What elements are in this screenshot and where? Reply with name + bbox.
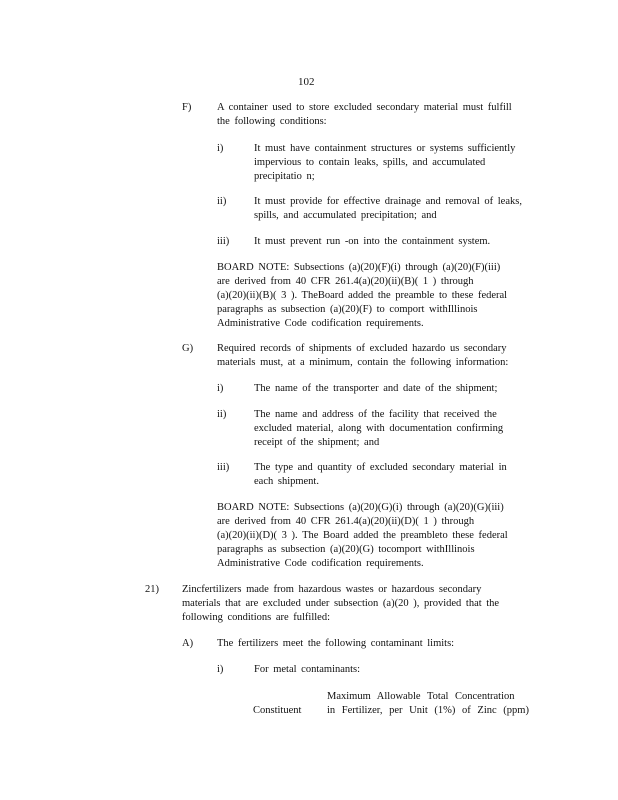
text-line: impervious to contain leaks, spills, and accumulated — [254, 157, 486, 168]
text-line: precipitatio n; — [254, 171, 315, 182]
header-line: in Fertilizer, per Unit (1%) of Zinc (ppm) — [327, 705, 529, 716]
text-line: The name and address of the facility that received the — [254, 409, 497, 420]
item-g-ii-label: ii) — [217, 409, 227, 420]
text-line: excluded material, along with documentation confirming — [254, 423, 504, 434]
text-line: BOARD NOTE: Subsections (a)(20)(F)(i) through (a)(20)(F)(iii) — [217, 262, 501, 273]
text-line: The name of the transporter and date of the shipment; — [254, 383, 498, 394]
text-line: following conditions are fulfilled: — [182, 612, 331, 623]
text-line: receipt of the shipment; and — [254, 437, 380, 448]
text-line: (a)(20)(ii)(B)( 3 ). TheBoard added the preamble to these federal — [217, 290, 508, 301]
section-f-label: F) — [182, 102, 192, 113]
text-line: Zincfertilizers made from hazardous wastes or hazardous secondary — [182, 584, 482, 595]
item-f-iii-text — [254, 235, 540, 249]
page-number: 102 — [298, 76, 315, 88]
item-21-a-i-label: i) — [217, 664, 224, 675]
section-f-text — [217, 101, 539, 129]
text-line: paragraphs as subsection (a)(20)(G) tocomport withIllinois — [217, 544, 475, 555]
text-line: are derived from 40 CFR 261.4(a)(20)(ii)(D)( 1 ) through — [217, 516, 475, 527]
board-note-g — [217, 501, 539, 571]
text-line: are derived from 40 CFR 261.4(a)(20)(ii)(B)( 1 ) through — [217, 276, 474, 287]
text-line: paragraphs as subsection (a)(20)(F) to comport withIllinois — [217, 304, 478, 315]
column-header-max-concentration — [327, 690, 529, 718]
item-21-a-text — [217, 637, 539, 651]
text-line: spills, and accumulated precipitation; and — [254, 210, 437, 221]
text-line: BOARD NOTE: Subsections (a)(20)(G)(i) through (a)(20)(G)(iii) — [217, 502, 504, 513]
item-g-iii-label: iii) — [217, 462, 230, 473]
text-line: Administrative Code codification requirements. — [217, 318, 424, 329]
text-line: (a)(20)(ii)(D)( 3 ). The Board added the preambleto these federal — [217, 530, 508, 541]
text-line: The type and quantity of excluded secondary material in — [254, 462, 507, 473]
item-f-iii-label: iii) — [217, 236, 230, 247]
text-line: each shipment. — [254, 476, 319, 487]
section-g-text — [217, 342, 539, 370]
item-f-ii-text — [254, 195, 540, 223]
text-line: For metal contaminants: — [254, 664, 361, 675]
item-f-ii-label: ii) — [217, 196, 227, 207]
section-21-label: 21) — [145, 584, 159, 595]
item-f-i-text — [254, 142, 540, 184]
text-line: Required records of shipments of excluded hazardo us secondary — [217, 343, 507, 354]
board-note-f — [217, 261, 539, 331]
header-line: Maximum Allowable Total Concentration — [327, 691, 515, 702]
text-line: The fertilizers meet the following contaminant limits: — [217, 638, 455, 649]
item-21-a-label: A) — [182, 638, 194, 649]
item-g-i-text — [254, 382, 540, 396]
column-header-constituent: Constituent — [253, 705, 302, 716]
item-g-i-label: i) — [217, 383, 224, 394]
text-line: materials must, at a minimum, contain the following information: — [217, 357, 509, 368]
section-g-label: G) — [182, 343, 194, 354]
item-f-i-label: i) — [217, 143, 224, 154]
section-21-text — [182, 583, 540, 625]
text-line: Administrative Code codification requirements. — [217, 558, 424, 569]
item-21-a-i-text — [254, 663, 540, 677]
text-line: It must prevent run -on into the containment system. — [254, 236, 491, 247]
text-line: materials that are excluded under subsection (a)(20 ), provided that the — [182, 598, 500, 609]
item-g-ii-text — [254, 408, 540, 450]
item-g-iii-text — [254, 461, 540, 489]
text-line: the following conditions: — [217, 116, 327, 127]
text-line: It must provide for effective drainage and removal of leaks, — [254, 196, 522, 207]
contaminant-table-header — [253, 690, 553, 720]
text-line: It must have containment structures or systems sufficiently — [254, 143, 516, 154]
text-line: A container used to store excluded secondary material must fulfill — [217, 102, 512, 113]
